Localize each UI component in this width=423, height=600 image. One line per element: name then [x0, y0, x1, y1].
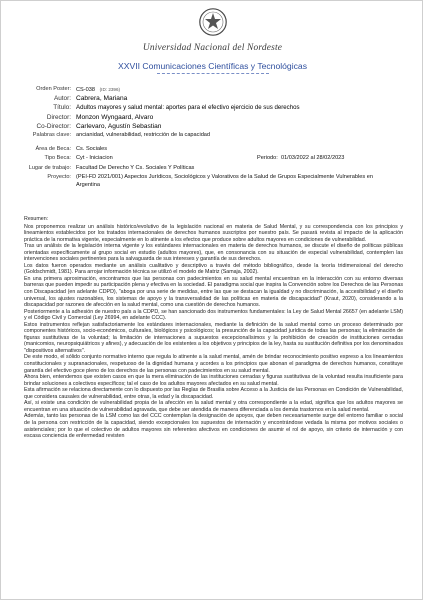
palabras-clave-row [1, 131, 423, 140]
proyecto-value: (PEI-FD 2021/001) Aspectos Jurídicos, Sociológicos y Valorativos de la Salud de Grupos Especialmente Vulnerables en Argentina [76, 173, 373, 189]
area-beca-value: Cs. Sociales [76, 146, 108, 153]
titulo-value: Adultos mayores y salud mental: aportes para el efectivo ejercicio de sus derechos [76, 104, 300, 112]
titulo-label: Título: [53, 104, 71, 112]
area-beca-label: Área de Beca: [35, 146, 71, 153]
director-label: Director: [46, 113, 71, 121]
resumen-section [24, 216, 403, 440]
resumen-paragraph: Además, tanto las personas de la LSM como las del CCC contemplan la designación de apoyos, que deben necesariamente surge del entorno familiar o social de la persona con restricción de la capacidad, siendo excepcionales los supuestos de internación y encontrándose vedada la misma por motivos sociales o asistenciales; por lo que el colectivo de adultos mayores sin referentes afectivos en condiciones de asumir el rol de apoyo, sin criterio de internación y con escasa conciencia de enfermedad revisten [24, 413, 403, 440]
codirector-label: Co-Director: [36, 122, 71, 130]
metadata-block [1, 85, 423, 191]
resumen-paragraph: Así, si existe una condición de vulnerabilidad propia de la afección en la salud mental y otra correspondiente a la edad, significa que los adultos mayores se encuentran en una situación de vulnerabilidad agravada, que debe ser atendida de manera diferenciada a los demás trastornos en la salud mental. [24, 400, 403, 413]
event-title [1, 61, 423, 74]
periodo [257, 154, 344, 163]
resumen-paragraph: Nos proponemos realizar un análisis histórico/evolutivo de la legislación nacional en materia de Salud Mental, y su correspondencia con los principios y lineamientos establecidos por los tratados internacionales de derechos humanos suscriptos por nuestro país. Se pasará revista al impacto de la aplicación práctica de la normativa vigente, especialmente en lo atinente a los efectos que produce sobre adultos mayores en condiciones de vulnerabilidad. [24, 223, 403, 243]
resumen-paragraph: Tras un análisis de la legislación interna vigente y los estándares internacionales en materia de derechos humanos, se discute el diseño de políticas públicas orientadas específicamente al grupo social en estudio (adultos mayores), que, en consonancia con su situación de especial vulnerabilidad, contemplen las intervenciones sociales pertinentes para la salvaguarda de sus intereses y garantía de sus derechos. [24, 243, 403, 263]
palabras-clave-label: Palabras clave: [32, 131, 71, 138]
university-name: Universidad Nacional del Nordeste [142, 43, 283, 53]
orden-poster-row [1, 85, 423, 94]
autor-label: Autor: [53, 95, 71, 103]
palabras-clave-value: ancianidad, vulnerabilidad, restricción de la capacidad [76, 131, 211, 138]
orden-poster-id: (ID: 2396) [99, 87, 121, 92]
periodo-value: 01/03/2022 al 28/02/2023 [280, 155, 345, 162]
university-logo-icon [198, 7, 228, 42]
periodo-label: Periodo: [257, 155, 278, 162]
resumen-paragraph: Esta afirmación se relaciona directamente con lo dispuesto por las Reglas de Brasilia sobre Acceso a la Justicia de las Personas en Condición de Vulnerabilidad, que considera causales de vulnerabilidad, entre otras, la edad y la discapacidad. [24, 387, 403, 400]
titulo-row [1, 103, 423, 112]
event-title-text: XXVII Comunicaciones Científicas y Tecnológicas [118, 61, 307, 71]
resumen-heading: Resumen: [24, 216, 49, 222]
director-row [1, 113, 423, 122]
lugar-trabajo-row [1, 164, 423, 173]
resumen-paragraph: Los datos fueron operados mediante un análisis cualitativo y descriptivo a través del método bibliográfico, desde la teoría tridimensional del derecho (Goldschmidt, 1981). Para arrojar información técnica se utilizó el modelo de Matriz (Samaja, 2002). [24, 262, 403, 276]
codirector-value: Carlevaro, Agustín Sebastian [76, 122, 162, 130]
resumen-paragraph: De este modo, el sólido conjunto normativo interno que regula lo atinente a la salud mental, amén de brindar reconocimiento positivo expreso a los lineamientos constitucionales y supranacionales, respetuoso de la dignidad humana y acordes a los principios que abonan el paradigma de derechos humanos, constituye garantía del efectivo goce pleno de los derechos de las personas con padecimientos en su salud mental. [24, 354, 403, 374]
proyecto-label: Proyecto: [47, 173, 71, 180]
autor-row [1, 94, 423, 103]
tipo-beca-value: Cyt - Iniciacion [76, 155, 113, 162]
resumen-paragraph: Estos instrumentos reflejan satisfactoriamente los estándares internacionales, mediante la definición de la salud mental como un proceso determinado por componentes históricos, socio-económicos, culturales, biológicos y psicológicos; la presunción de la capacidad jurídica de todas las personas; la eliminación de figuras sustitutivas de la voluntad; la limitación de internaciones a supuestos excepcionalísimos y la prohibición de creación de instituciones cerradas (manicomios, neuropsiquiátricos y afines), y adecuación de los existentes a los objetivos y principios de la ley, hasta su sustitución definitiva por los denominados "dispositivos alternativos". [24, 321, 403, 354]
tipo-beca-row [1, 154, 423, 163]
lugar-trabajo-label: Lugar de trabajo: [28, 164, 71, 171]
orden-poster-label: Orden Poster: [36, 86, 71, 92]
resumen-paragraph: En una primera aproximación, encontramos que las personas con padecimientos en su salud mental encuentran en la interacción con su entorno diversas barreras que pueden impedir su participación plena y efectiva en la sociedad. El paradigma social que inspira la Convención sobre los Derechos de las Personas con Discapacidad (en adelante CDPD), "aboga por una serie de medidas, entre las que se destacan la igualdad y no discriminación, la accesibilidad y el diseño universal, los ajustes razonables, los sistemas de apoyo y la transversalidad de las políticas en materia de discapacidad" (Kraut, 2020), considerando a la discapacidad por razones de afección en la salud mental, como una cuestión de derechos humanos. [24, 275, 403, 309]
lugar-trabajo-value: Facultad De Derecho Y Cs. Sociales Y Políticas [76, 164, 195, 171]
title-divider [157, 73, 269, 74]
proyecto-row [1, 173, 423, 191]
resumen-paragraph: Posteriormente a la adhesión de nuestro país a la CDPD, se han sancionado dos instrumentos fundamentales: la Ley de Salud Mental 26657 (en adelante LSM) y el Código Civil y Comercial (Ley 26994, en adelante CCC). [24, 308, 403, 322]
tipo-beca-label: Tipo Beca: [44, 155, 71, 162]
area-beca-row [1, 145, 423, 154]
resumen-paragraph: Ahora bien, entendemos que existen casos en que la mera eliminación de las instituciones cerradas y figuras sustitutivas de la voluntad resulta insuficiente para brindar soluciones a colectivos específicos; tal el caso de los adultos mayores afectados en su salud mental. [24, 374, 403, 387]
orden-poster-code: CS-038 [76, 87, 95, 93]
director-value: Monzon Wyngaard, Alvaro [76, 113, 154, 121]
header [1, 7, 423, 53]
codirector-row [1, 122, 423, 131]
autor-value: Cabrera, Mariana [76, 95, 128, 103]
